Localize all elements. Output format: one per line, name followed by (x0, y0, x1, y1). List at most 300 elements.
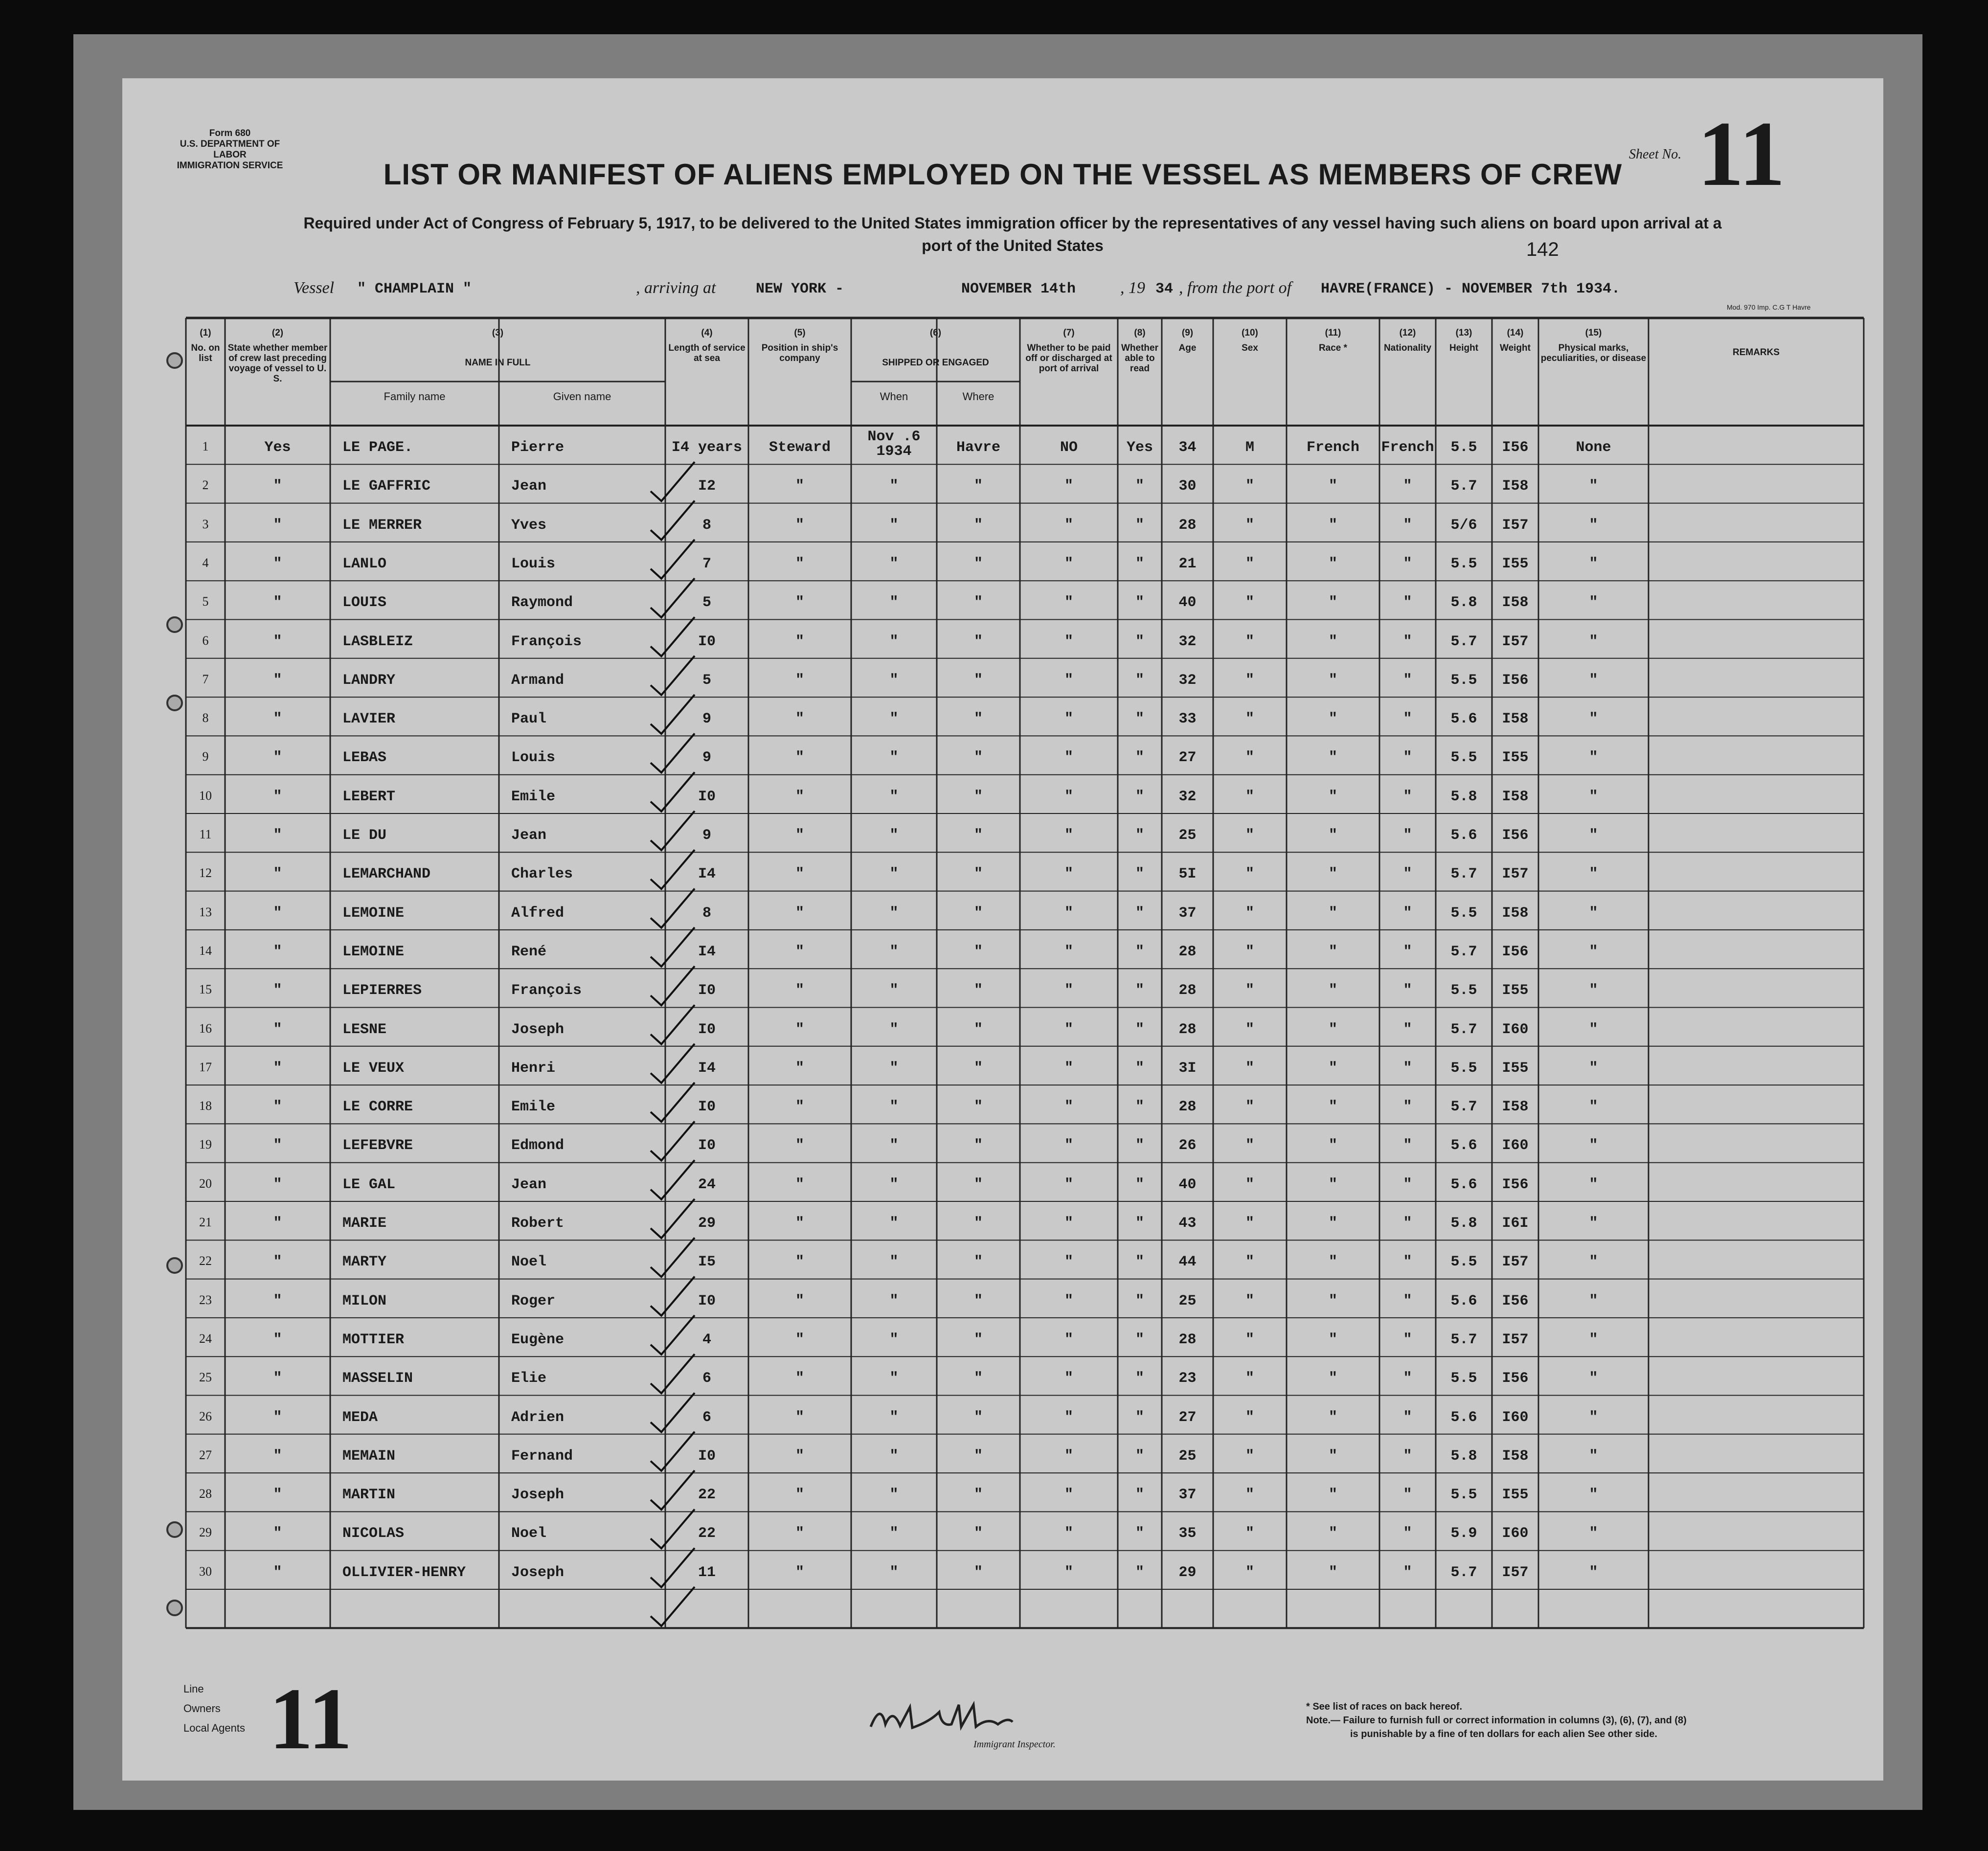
cell-nat: " (1403, 517, 1412, 534)
cell-sex: " (1245, 1254, 1255, 1271)
cell-no: 30 (199, 1564, 212, 1579)
cell-where: " (973, 1176, 983, 1193)
cell-service: I0 (698, 1099, 716, 1116)
cell-nat: French (1381, 439, 1434, 456)
cell-given: Armand (511, 672, 565, 689)
cell-race: " (1328, 1254, 1338, 1271)
cell-weight: I55 (1502, 749, 1529, 767)
cell-sex: " (1245, 866, 1255, 883)
cell-age: 33 (1178, 711, 1197, 728)
cell-height: 5.5 (1450, 904, 1477, 922)
check-mark (651, 1509, 695, 1548)
column-header (330, 328, 665, 368)
cell-family: LEMOINE (342, 904, 405, 922)
cell-height: 5.7 (1450, 1021, 1477, 1038)
cell-when: " (889, 633, 899, 650)
cell-family: LEMARCHAND (342, 866, 431, 883)
cell-when: " (889, 672, 899, 689)
cell-service: 7 (702, 555, 712, 572)
cell-prev: " (273, 749, 282, 767)
cell-height: 5.5 (1450, 1254, 1477, 1271)
cell-race: " (1328, 1215, 1338, 1232)
cell-height: 5.5 (1450, 439, 1477, 456)
cell-when: " (889, 1409, 899, 1426)
cell-when: " (889, 1447, 899, 1465)
cell-position: " (795, 1525, 805, 1542)
cell-position: " (795, 904, 805, 922)
cell-sex: " (1245, 943, 1255, 960)
cell-nat: " (1403, 1292, 1412, 1309)
column-number: (2) (271, 328, 284, 338)
column-header (225, 328, 330, 384)
cell-weight: I60 (1502, 1021, 1529, 1038)
cell-sex: " (1245, 1137, 1255, 1154)
column-number: (8) (1134, 328, 1146, 338)
cell-where: " (973, 633, 983, 650)
cell-when: " (889, 517, 899, 534)
check-mark (651, 656, 695, 695)
check-mark (651, 966, 695, 1005)
cell-read: " (1135, 1254, 1145, 1271)
cell-age: 5I (1178, 866, 1197, 883)
cell-position: " (795, 749, 805, 767)
column-number: (14) (1507, 328, 1524, 338)
column-label: Position in ship's company (761, 343, 838, 363)
cell-no: 9 (202, 749, 209, 764)
cell-read: " (1135, 1331, 1145, 1348)
printer-note: Mod. 970 Imp. C.G T Havre (1727, 303, 1811, 311)
cell-read: " (1135, 1564, 1145, 1581)
cell-age: 28 (1178, 943, 1197, 960)
column-label: Whether able to read (1121, 343, 1158, 374)
cell-age: 25 (1178, 827, 1197, 844)
cell-paid: " (1064, 517, 1074, 534)
cell-sex: M (1245, 439, 1255, 456)
cell-race: " (1328, 788, 1338, 805)
check-mark (651, 1548, 695, 1587)
cell-nat: " (1403, 749, 1412, 767)
column-header (1213, 328, 1287, 353)
cell-paid: " (1064, 478, 1074, 495)
cell-service: I0 (698, 982, 716, 999)
cell-age: 40 (1178, 594, 1197, 611)
cell-race: " (1328, 749, 1338, 767)
cell-nat: " (1403, 594, 1412, 611)
arrival-port: NEW YORK - (756, 281, 844, 297)
cell-where: " (973, 1525, 983, 1542)
cell-marks: " (1589, 827, 1598, 844)
cell-height: 5/6 (1450, 517, 1477, 534)
cell-race: " (1328, 943, 1338, 960)
cell-nat: " (1403, 1176, 1412, 1193)
cell-prev: " (273, 478, 282, 495)
cell-age: 28 (1178, 1021, 1197, 1038)
cell-prev: " (273, 517, 282, 534)
cell-height: 5.7 (1450, 633, 1477, 650)
cell-no: 18 (199, 1099, 212, 1113)
cell-family: MILON (342, 1292, 387, 1309)
cell-given: Alfred (511, 904, 565, 922)
cell-prev: " (273, 594, 282, 611)
cell-weight: I58 (1502, 594, 1529, 611)
check-mark (651, 927, 695, 967)
cell-age: 37 (1178, 904, 1197, 922)
column-number: (5) (794, 328, 806, 338)
cell-family: LESNE (342, 1021, 387, 1038)
year-suffix: 34 (1155, 281, 1174, 297)
cell-where: " (973, 1254, 983, 1271)
cell-service: 9 (702, 711, 712, 728)
cell-race: " (1328, 1331, 1338, 1348)
cell-nat: " (1403, 1254, 1412, 1271)
check-mark (651, 540, 695, 579)
column-label: REMARKS (1732, 347, 1780, 358)
cell-service: 11 (698, 1564, 716, 1581)
cell-position: " (795, 594, 805, 611)
cell-paid: " (1064, 1176, 1074, 1193)
column-header (1436, 328, 1492, 353)
vessel-name: " CHAMPLAIN " (357, 281, 472, 297)
cell-sex: " (1245, 1525, 1255, 1542)
check-mark (651, 1238, 695, 1277)
cell-read: " (1135, 866, 1145, 883)
form-number: Form 680 (209, 128, 251, 138)
cell-service: I4 (698, 943, 716, 960)
check-mark (651, 1470, 695, 1510)
cell-read: " (1135, 478, 1145, 495)
cell-given: Roger (511, 1292, 556, 1309)
cell-height: 5.6 (1450, 1137, 1477, 1154)
cell-prev: " (273, 1447, 282, 1465)
cell-weight: I56 (1502, 1370, 1529, 1387)
cell-service: 4 (702, 1331, 712, 1348)
cell-paid: " (1064, 1370, 1074, 1387)
cell-sex: " (1245, 1292, 1255, 1309)
cell-nat: " (1403, 555, 1412, 572)
cell-when: " (889, 478, 899, 495)
cell-position: " (795, 633, 805, 650)
cell-paid: " (1064, 749, 1074, 767)
check-mark (651, 1160, 695, 1199)
cell-prev: " (273, 982, 282, 999)
cell-prev: " (273, 1409, 282, 1426)
cell-read: " (1135, 1525, 1145, 1542)
cell-paid: " (1064, 1409, 1074, 1426)
cell-given: Noel (511, 1525, 547, 1542)
cell-service: 8 (702, 904, 712, 922)
cell-family: MEMAIN (342, 1447, 396, 1465)
column-header (851, 328, 1020, 368)
fine-note: is punishable by a fine of ten dollars for each alien See other side. (1350, 1729, 1657, 1739)
column-header (186, 328, 225, 363)
check-mark (651, 889, 695, 928)
cell-prev: " (273, 672, 282, 689)
cell-read: " (1135, 517, 1145, 534)
cell-no: 6 (202, 633, 209, 648)
cell-family: LE PAGE. (342, 439, 413, 456)
cell-sex: " (1245, 594, 1255, 611)
cell-position: " (795, 943, 805, 960)
cell-height: 5.7 (1450, 1099, 1477, 1116)
cell-when: " (889, 1215, 899, 1232)
cell-position: " (795, 1370, 805, 1387)
cell-read: " (1135, 1370, 1145, 1387)
subtitle-line-1: Required under Act of Congress of February 5, 1917, to be delivered to the United States immigration officer by the representatives of any vessel having such aliens on board upon arrival at a (303, 214, 1722, 232)
cell-read: " (1135, 555, 1145, 572)
cell-weight: I60 (1502, 1409, 1529, 1426)
cell-given: Eugène (511, 1331, 565, 1348)
cell-marks: " (1589, 982, 1598, 999)
owners-label: Owners (183, 1702, 221, 1715)
cell-position: " (795, 866, 805, 883)
cell-when: " (889, 555, 899, 572)
cell-paid: " (1064, 594, 1074, 611)
column-header (1379, 328, 1436, 353)
cell-given: François (511, 633, 582, 650)
cell-weight: I60 (1502, 1137, 1529, 1154)
cell-prev: " (273, 1021, 282, 1038)
cell-family: MOTTIER (342, 1331, 405, 1348)
cell-weight: I58 (1502, 478, 1529, 495)
cell-given: Robert (511, 1215, 565, 1232)
cell-where: " (973, 672, 983, 689)
cell-family: LE GAL (342, 1176, 396, 1193)
cell-marks: " (1589, 517, 1598, 534)
cell-service: 24 (698, 1176, 716, 1193)
cell-prev: " (273, 711, 282, 728)
column-label: Age (1178, 343, 1197, 353)
cell-position: Steward (768, 439, 831, 456)
cell-read: " (1135, 749, 1145, 767)
cell-service: I0 (698, 1447, 716, 1465)
line-label: Line (183, 1683, 204, 1695)
cell-position: " (795, 1409, 805, 1426)
cell-family: LAVIER (342, 711, 396, 728)
cell-where: " (973, 788, 983, 805)
cell-prev: " (273, 1487, 282, 1504)
cell-paid: " (1064, 827, 1074, 844)
cell-nat: " (1403, 1564, 1412, 1581)
cell-read: " (1135, 1409, 1145, 1426)
cell-weight: I58 (1502, 904, 1529, 922)
cell-family: LEBAS (342, 749, 387, 767)
cell-position: " (795, 1060, 805, 1077)
cell-given: Emile (511, 1099, 556, 1116)
cell-no: 20 (199, 1176, 212, 1191)
column-number: (9) (1181, 328, 1194, 338)
cell-no: 8 (202, 711, 209, 725)
cell-age: 30 (1178, 478, 1197, 495)
cell-given: Fernand (511, 1447, 573, 1465)
cell-read: " (1135, 827, 1145, 844)
year-prefix: , 19 (1120, 279, 1145, 297)
cell-where: " (973, 1021, 983, 1038)
check-mark (651, 1044, 695, 1083)
cell-when: " (889, 1292, 899, 1309)
service: IMMIGRATION SERVICE (177, 160, 283, 171)
check-mark (651, 1083, 695, 1122)
cell-marks: " (1589, 711, 1598, 728)
check-mark (651, 695, 695, 734)
cell-height: 5.6 (1450, 1292, 1477, 1309)
cell-height: 5.7 (1450, 1564, 1477, 1581)
cell-marks: " (1589, 1370, 1598, 1387)
cell-height: 5.5 (1450, 982, 1477, 999)
column-label: NAME IN FULL (465, 358, 531, 368)
check-mark (651, 1393, 695, 1432)
cell-position: " (795, 982, 805, 999)
cell-when: " (889, 1060, 899, 1077)
cell-race: " (1328, 672, 1338, 689)
cell-nat: " (1403, 1370, 1412, 1387)
cell-weight: I57 (1502, 633, 1529, 650)
cell-marks: " (1589, 1060, 1598, 1077)
cell-given: René (511, 943, 547, 960)
cell-paid: " (1064, 904, 1074, 922)
cell-given: Henri (511, 1060, 556, 1077)
column-number: (12) (1399, 328, 1416, 338)
check-mark (651, 811, 695, 850)
cell-family: LEPIERRES (342, 982, 422, 999)
cell-position: " (795, 672, 805, 689)
cell-weight: I58 (1502, 1099, 1529, 1116)
vessel-label: Vessel (294, 279, 335, 297)
cell-nat: " (1403, 1021, 1412, 1038)
cell-no: 23 (199, 1292, 212, 1307)
races-note: * See list of races on back hereof. (1306, 1701, 1463, 1712)
cell-no: 11 (199, 827, 212, 841)
cell-age: 37 (1178, 1487, 1197, 1504)
cell-family: NICOLAS (342, 1525, 405, 1542)
cell-when: " (889, 1525, 899, 1542)
check-mark (651, 850, 695, 889)
cell-when: " (889, 1176, 899, 1193)
cell-read: " (1135, 943, 1145, 960)
cell-position: " (795, 1447, 805, 1465)
cell-weight: I56 (1502, 672, 1529, 689)
cell-prev: " (273, 1099, 282, 1116)
cell-height: 5.5 (1450, 1370, 1477, 1387)
arrival-date: NOVEMBER 14th (961, 281, 1076, 297)
cell-family: LE CORRE (342, 1099, 413, 1116)
cell-paid: " (1064, 943, 1074, 960)
cell-age: 28 (1178, 517, 1197, 534)
cell-height: 5.8 (1450, 1215, 1477, 1232)
cell-no: 10 (199, 788, 212, 803)
cell-given: Charles (511, 866, 573, 883)
cell-position: " (795, 1331, 805, 1348)
cell-age: 44 (1178, 1254, 1197, 1271)
cell-where: " (973, 594, 983, 611)
cell-given: Paul (511, 711, 547, 728)
cell-marks: " (1589, 866, 1598, 883)
cell-paid: " (1064, 1099, 1074, 1116)
cell-marks: " (1589, 1331, 1598, 1348)
cell-sex: " (1245, 517, 1255, 534)
cell-paid: " (1064, 1487, 1074, 1504)
cell-race: " (1328, 633, 1338, 650)
cell-where: " (973, 1292, 983, 1309)
cell-height: 5.9 (1450, 1525, 1477, 1542)
cell-race: " (1328, 904, 1338, 922)
cell-marks: " (1589, 904, 1598, 922)
cell-position: " (795, 1564, 805, 1581)
cell-service: I4 years (671, 439, 743, 456)
cell-when: " (889, 943, 899, 960)
cell-when: " (889, 1137, 899, 1154)
cell-when: " (889, 1564, 899, 1581)
cell-no: 13 (199, 904, 212, 919)
column-number: (11) (1325, 328, 1341, 338)
cell-where: " (973, 827, 983, 844)
cell-weight: I55 (1502, 1487, 1529, 1504)
cell-given: Jean (511, 478, 547, 495)
cell-age: 32 (1178, 788, 1197, 805)
cell-service: I0 (698, 633, 716, 650)
check-mark (651, 501, 695, 540)
cell-when: " (889, 866, 899, 883)
cell-sex: " (1245, 1370, 1255, 1387)
cell-given: Jean (511, 1176, 547, 1193)
cell-prev: " (273, 904, 282, 922)
cell-paid: " (1064, 1447, 1074, 1465)
cell-prev: " (273, 1331, 282, 1348)
cell-when: " (889, 711, 899, 728)
cell-read: " (1135, 904, 1145, 922)
cell-age: 27 (1178, 749, 1197, 767)
cell-read: " (1135, 1060, 1145, 1077)
cell-race: " (1328, 1370, 1338, 1387)
subtitle-line-2: port of the United States (922, 237, 1104, 254)
cell-service: I0 (698, 1137, 716, 1154)
cell-race: " (1328, 711, 1338, 728)
cell-paid: NO (1060, 439, 1078, 456)
cell-sex: " (1245, 1215, 1255, 1232)
cell-marks: " (1589, 749, 1598, 767)
cell-marks: " (1589, 788, 1598, 805)
cell-position: " (795, 517, 805, 534)
cell-position: " (795, 1292, 805, 1309)
column-number: (4) (701, 328, 713, 338)
cell-given: Jean (511, 827, 547, 844)
cell-sex: " (1245, 1447, 1255, 1465)
cell-age: 25 (1178, 1292, 1197, 1309)
cell-where: " (973, 866, 983, 883)
cell-given: Adrien (511, 1409, 565, 1426)
cell-where: " (973, 1487, 983, 1504)
cell-service: I0 (698, 1292, 716, 1309)
column-number: (15) (1585, 328, 1602, 338)
cell-no: 5 (202, 594, 209, 609)
cell-sex: " (1245, 555, 1255, 572)
cell-no: 15 (199, 982, 212, 997)
cell-no: 16 (199, 1021, 212, 1036)
failure-note: Note.— Failure to furnish full or correct information in columns (3), (6), (7), and (8) (1306, 1715, 1687, 1726)
cell-read: Yes (1126, 439, 1153, 456)
cell-paid: " (1064, 1564, 1074, 1581)
cell-sex: " (1245, 1331, 1255, 1348)
cell-race: French (1306, 439, 1360, 456)
cell-weight: I56 (1502, 1176, 1529, 1193)
cell-family: MARIE (342, 1215, 387, 1232)
inspector-signature (866, 1697, 1022, 1739)
column-header (1162, 328, 1213, 353)
cell-family: LOUIS (342, 594, 387, 611)
cell-given: Joseph (511, 1487, 565, 1504)
column-header (1649, 328, 1864, 358)
cell-where: " (973, 711, 983, 728)
cell-paid: " (1064, 1215, 1074, 1232)
